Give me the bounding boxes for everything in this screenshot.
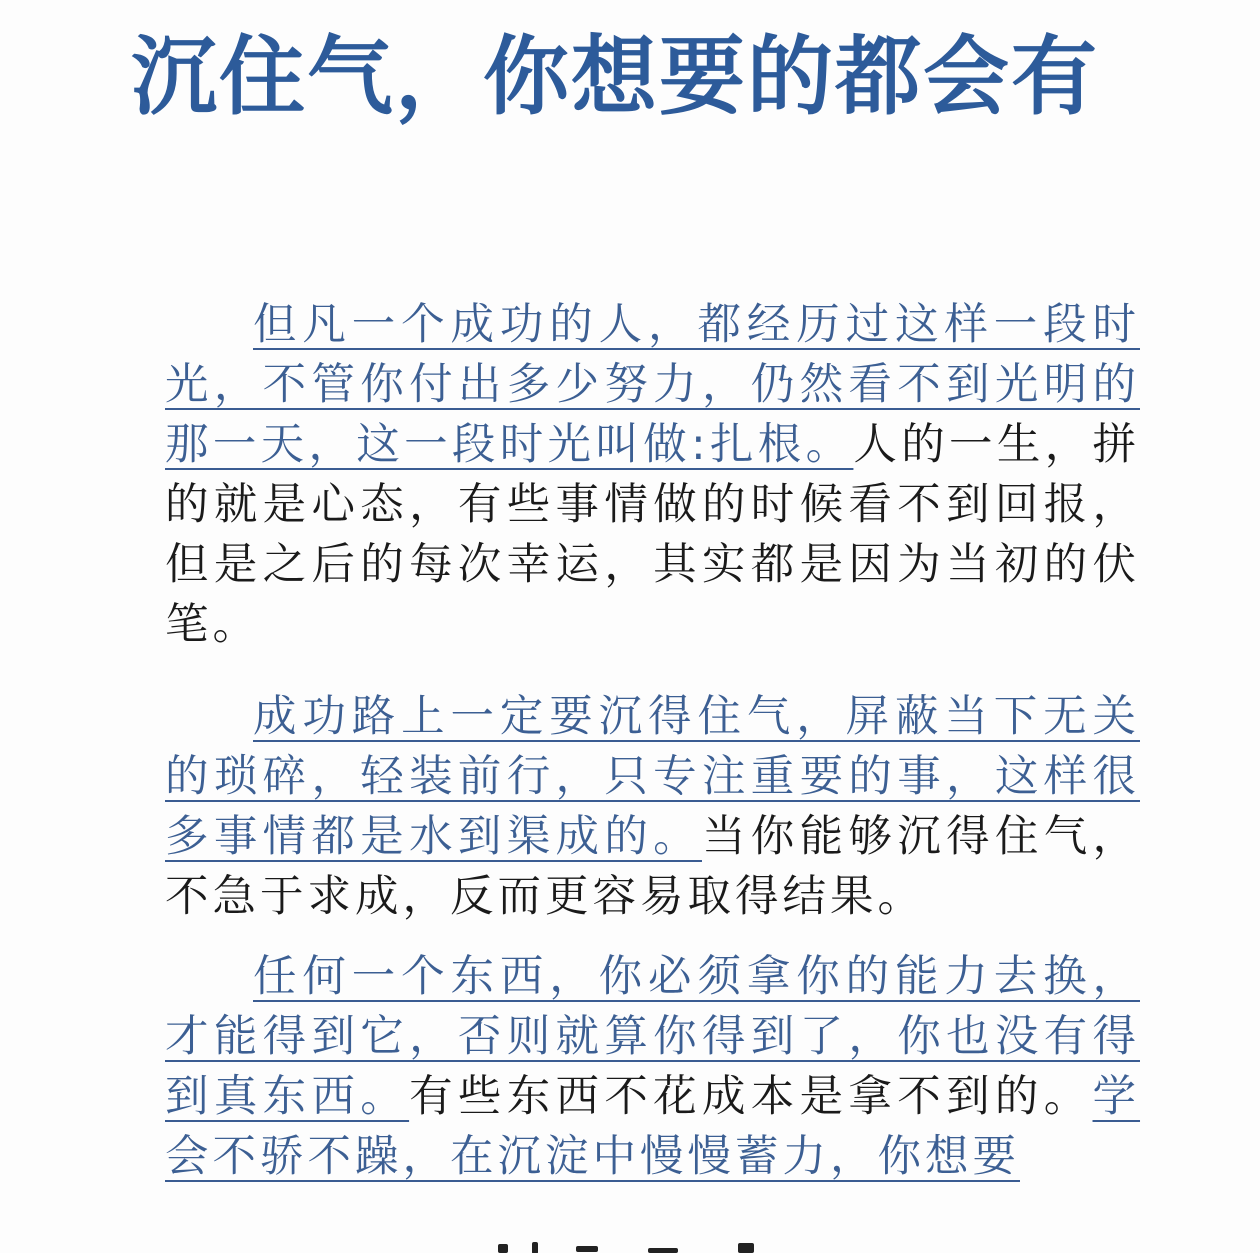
paragraph-1-plain: 人的一生，拼的就是心态，有些事情做的时候看不到回报，但是之后的每次幸运，其实都是因为当初的伏笔。 bbox=[165, 420, 1141, 650]
paragraph-3-highlighted-2: 学会不骄不躁，在沉淀中慢慢蓄力，你想要 bbox=[165, 1072, 1141, 1182]
article-title: 沉住气，你想要的都会有 bbox=[131, 26, 1099, 127]
cropped-text-fragments bbox=[480, 1236, 800, 1253]
text-fragment-mark bbox=[532, 1242, 538, 1253]
paragraph-2-highlighted: 成功路上一定要沉得住气，屏蔽当下无关的琐碎，轻装前行，只专注重要的事，这样很多事情都是水到渠成的。 bbox=[165, 692, 1140, 862]
paragraph-3 bbox=[165, 947, 1140, 1187]
paragraph-2-plain: 当你能够沉得住气，不急于求成，反而更容易取得结果。 bbox=[165, 812, 1141, 922]
paragraph-2 bbox=[165, 687, 1140, 927]
text-fragment-mark bbox=[648, 1248, 678, 1253]
text-fragment-mark bbox=[576, 1246, 598, 1252]
paragraph-1-highlighted: 但凡一个成功的人，都经历过这样一段时光，不管你付出多少努力，仍然看不到光明的那一天，这一段时光叫做:扎根。 bbox=[165, 300, 1140, 470]
text-fragment-mark bbox=[498, 1244, 508, 1253]
paragraph-1 bbox=[165, 295, 1140, 655]
paragraph-3-plain: 有些东西不花成本是拿不到的。 bbox=[409, 1072, 1093, 1122]
text-fragment-mark bbox=[738, 1243, 754, 1253]
paragraph-3-highlighted: 任何一个东西，你必须拿你的能力去换，才能得到它，否则就算你得到了，你也没有得到真东西。 bbox=[165, 952, 1140, 1122]
